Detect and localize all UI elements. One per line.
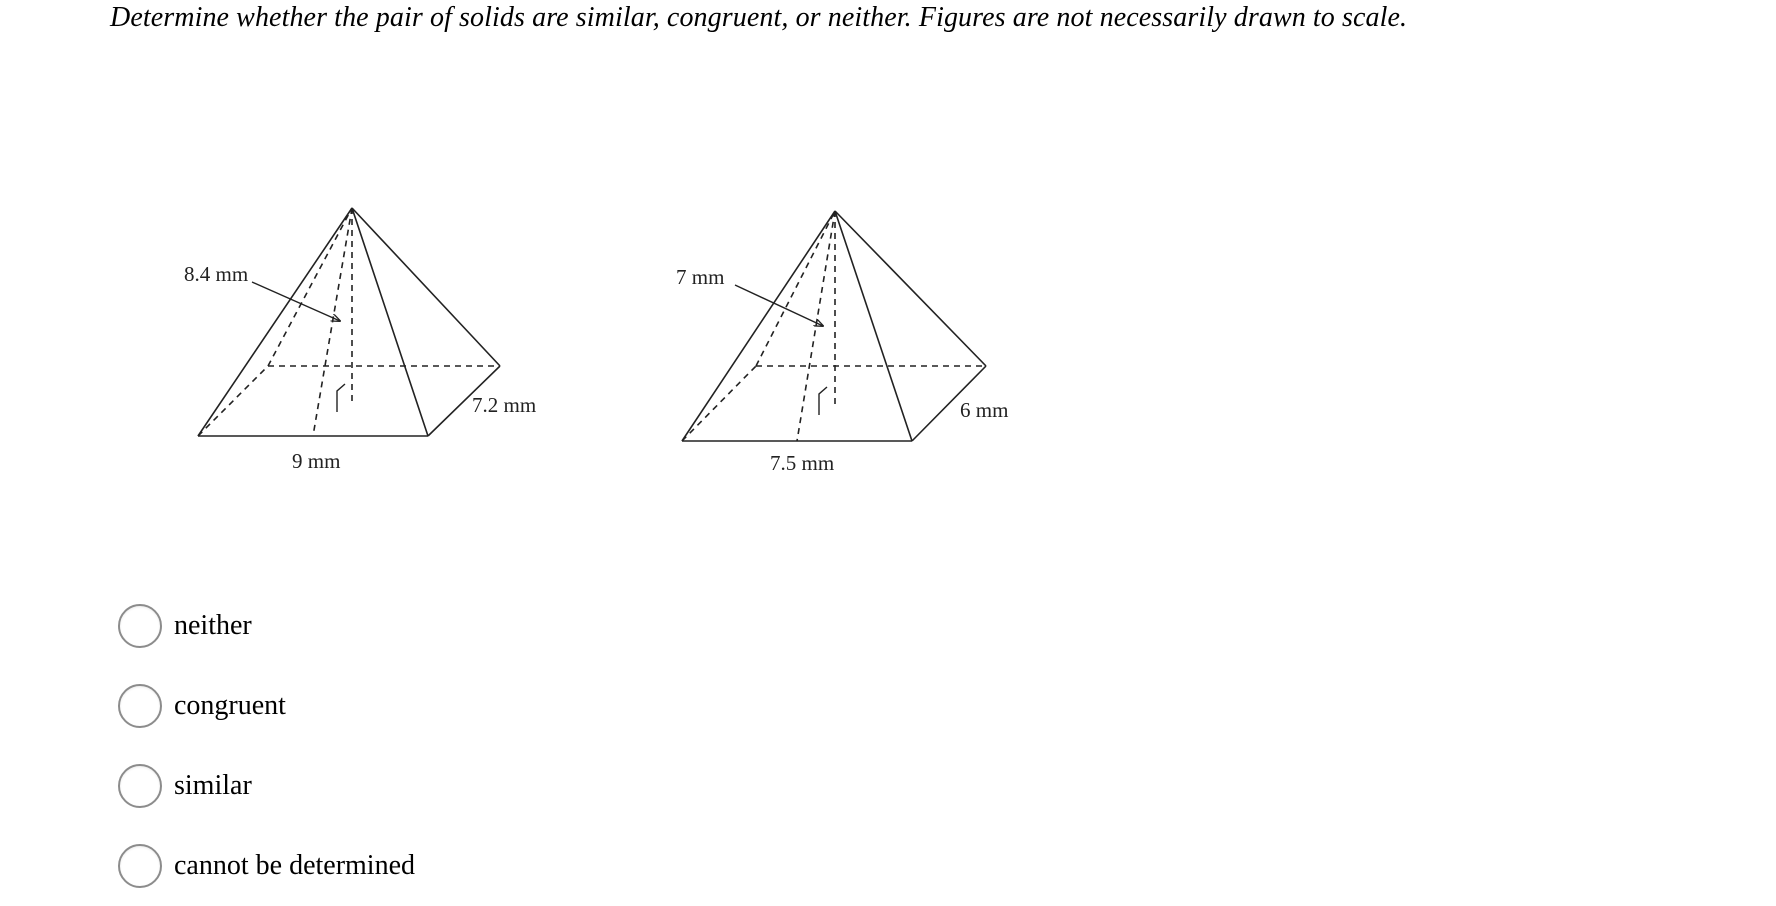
right-hidden-base-left [682,366,756,441]
answer-choices [118,586,415,906]
left-slant-label: 8.4 mm [184,262,249,286]
radio-button[interactable] [118,844,162,888]
right-apothem-line [797,211,835,441]
left-apothem-line [313,208,352,436]
right-hidden-lateral-back [756,211,835,366]
choice-label: congruent [174,690,286,721]
radio-button[interactable] [118,764,162,808]
right-lateral-edge-left [682,211,835,441]
left-lateral-edge-left [198,208,352,436]
left-right-angle-mark [337,384,345,412]
right-slant-label: 7 mm [676,265,725,289]
right-pyramid [682,211,986,441]
left-hidden-base-left [198,366,268,436]
question-text: Determine whether the pair of solids are similar, congruent, or neither. Figures are not necessarily drawn to scale. [110,2,1408,33]
choice-label: similar [174,770,252,801]
right-slant-arrow [735,285,823,326]
choice-neither[interactable] [118,586,415,666]
left-base-front-label: 9 mm [292,449,341,473]
choice-label: neither [174,610,252,641]
choice-label: cannot be determined [174,850,416,881]
left-lateral-edge-front [352,208,428,436]
right-base-front-label: 7.5 mm [770,451,835,475]
left-pyramid [198,208,500,436]
left-hidden-lateral-back [268,208,352,366]
choice-cannot-be-determined[interactable] [118,826,415,906]
left-base-side-label: 7.2 mm [472,393,537,417]
choice-similar[interactable] [118,746,415,826]
left-lateral-edge-back [352,208,500,366]
right-lateral-edge-front [835,211,912,441]
right-lateral-edge-back [835,211,986,366]
radio-button[interactable] [118,604,162,648]
choice-congruent[interactable] [118,666,415,746]
right-base-side-label: 6 mm [960,398,1009,422]
right-right-angle-mark [819,387,827,415]
left-slant-arrow [252,282,340,321]
radio-button[interactable] [118,684,162,728]
